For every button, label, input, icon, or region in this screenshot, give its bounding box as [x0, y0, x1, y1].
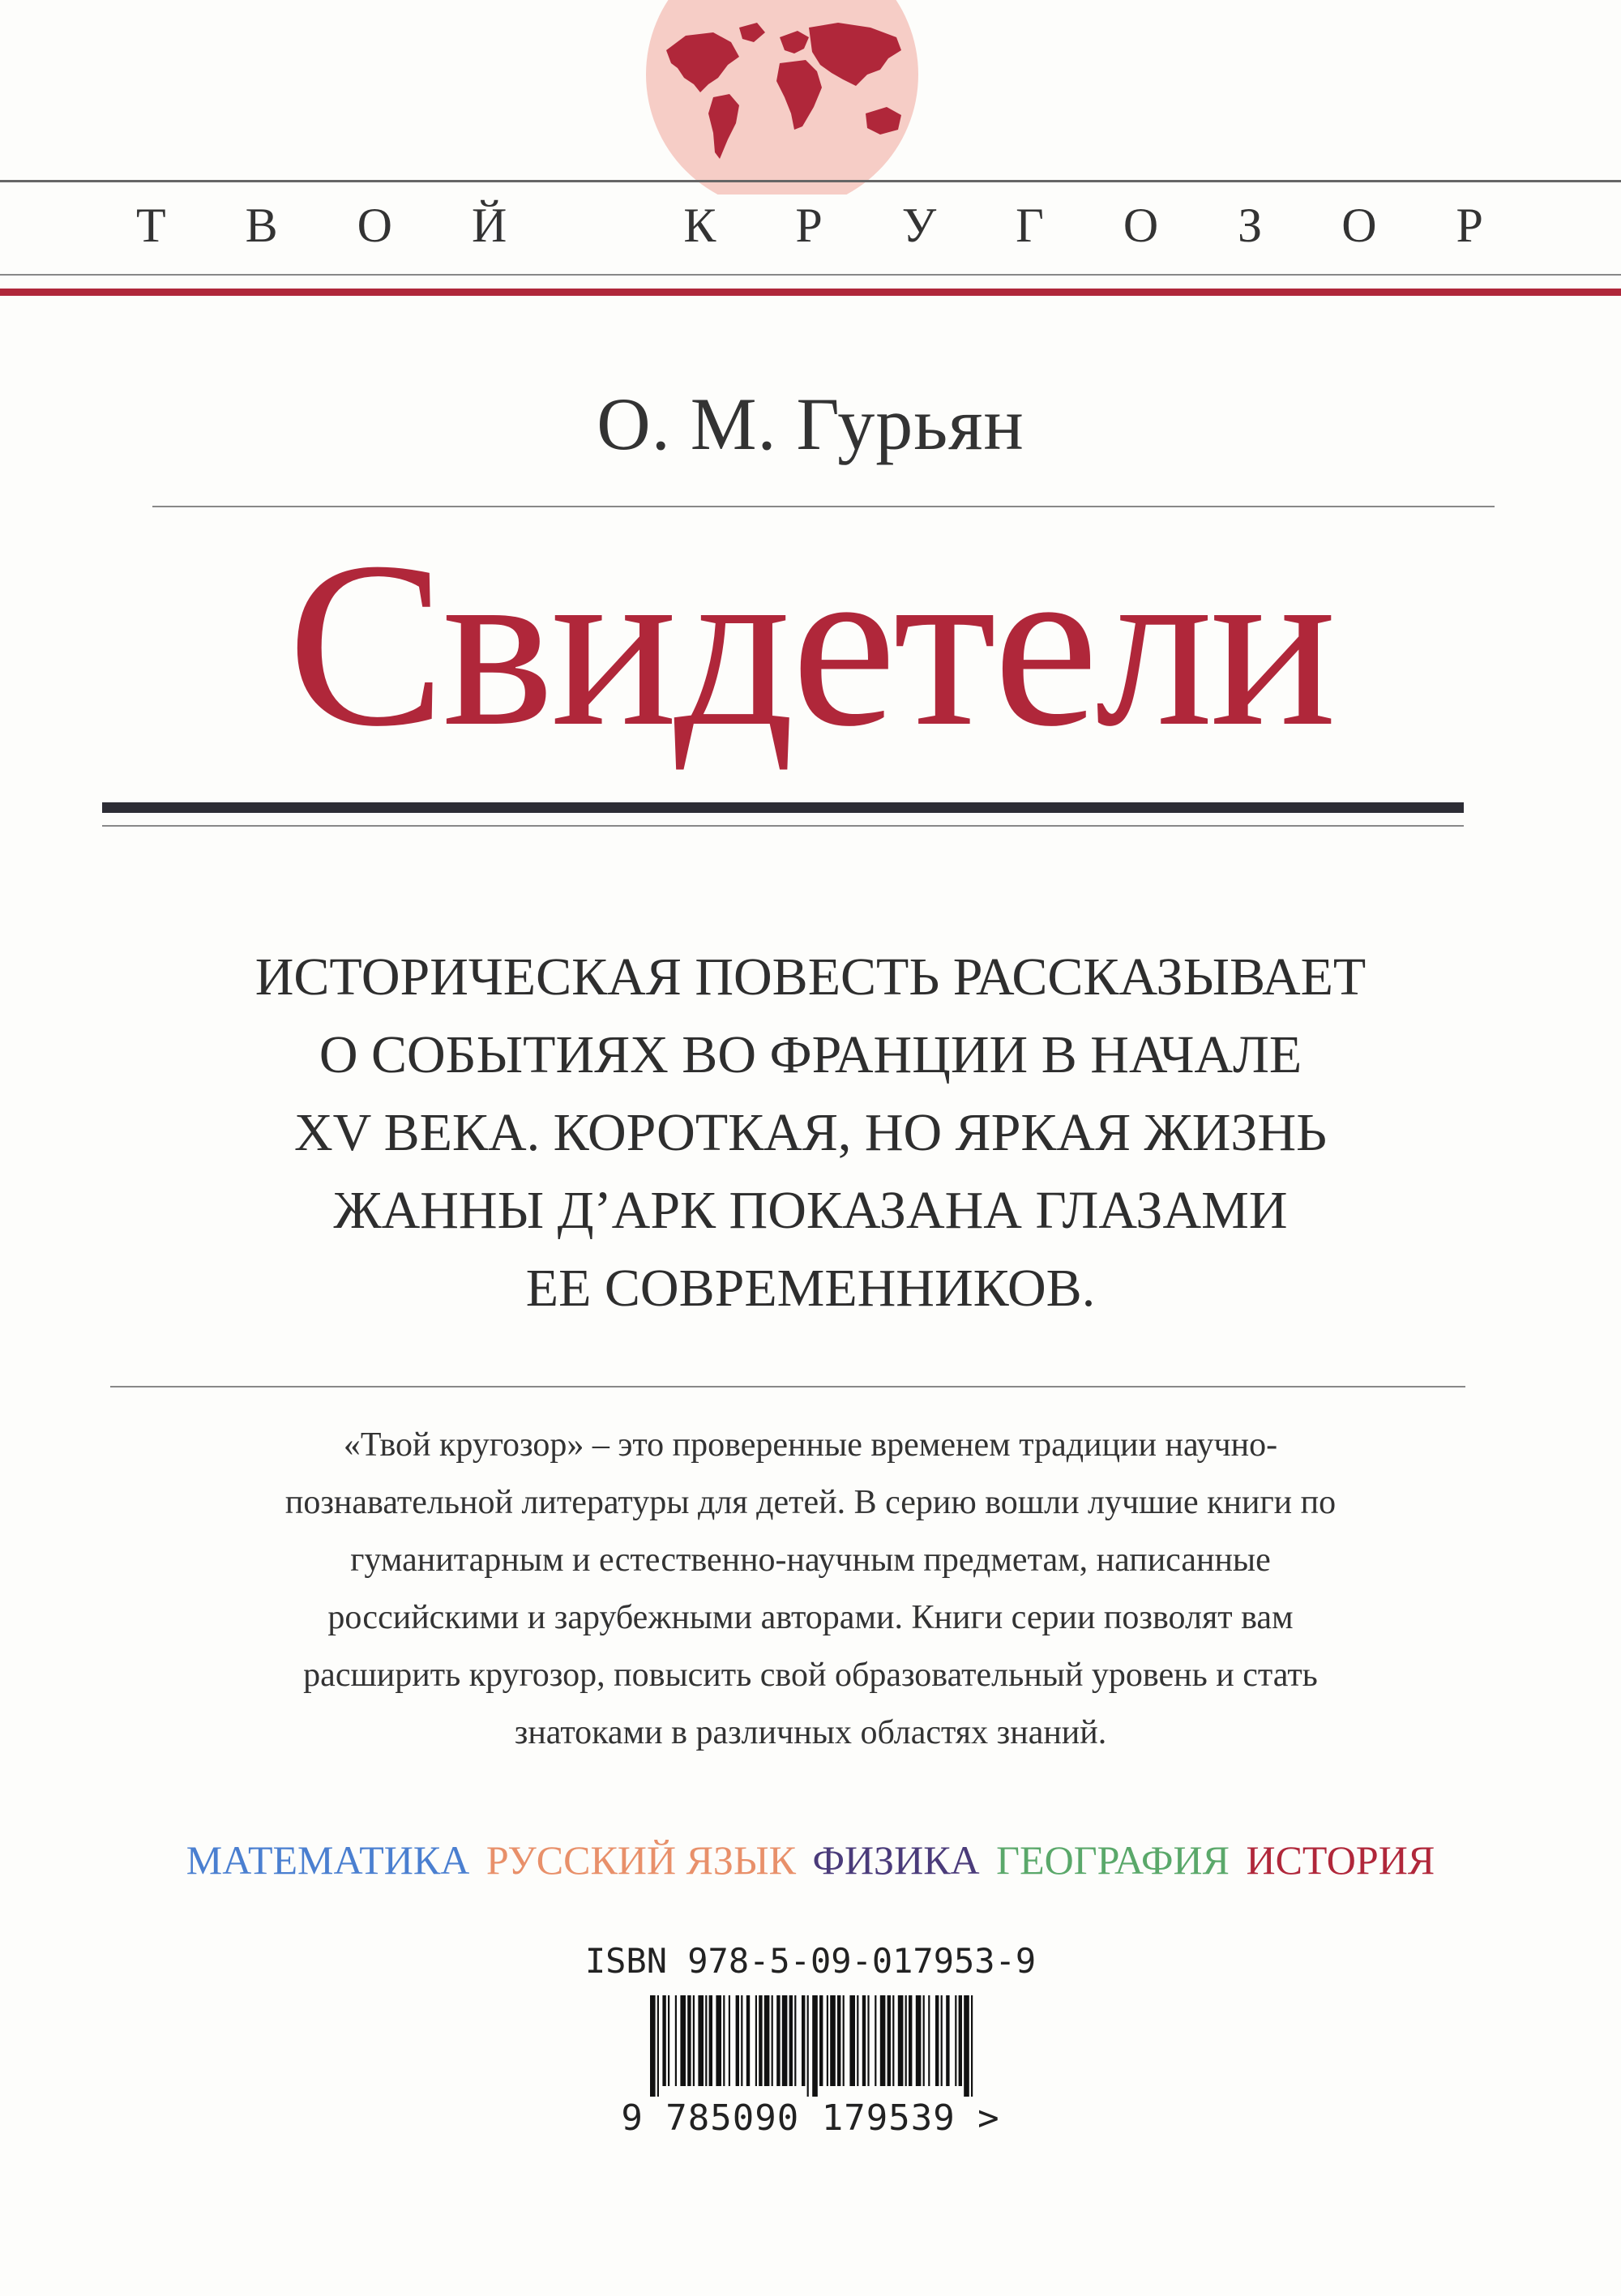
blurb-line: О СОБЫТИЯХ ВО ФРАНЦИИ В НАЧАЛЕ [319, 1025, 1302, 1084]
barcode-bar [867, 1995, 869, 2086]
book-title: Свидетели [287, 514, 1334, 776]
barcode-bar [807, 1995, 809, 2097]
barcode-bar [693, 1995, 695, 2086]
barcode-bar [736, 1995, 739, 2086]
barcode-icon [640, 1995, 981, 2097]
barcode-bar [657, 1995, 659, 2097]
blurb-divider [110, 1386, 1465, 1387]
barcode-bar [782, 1995, 788, 2086]
series-letter: О [1123, 198, 1161, 252]
barcode-bar [830, 1995, 836, 2086]
description-line: российскими и зарубежными авторами. Книги серии позволят вам [327, 1599, 1294, 1636]
barcode-bar [843, 1995, 845, 2086]
book-blurb [0, 938, 1621, 1328]
barcode-bar [794, 1995, 796, 2086]
author-name: О. М. Гурьян [597, 383, 1024, 465]
series-letter: Т [136, 198, 168, 252]
barcode-bar [662, 1995, 665, 2086]
barcode-bar [862, 1995, 866, 2086]
barcode-bar [802, 1995, 805, 2086]
series-letter: У [901, 198, 939, 252]
barcode-bar [837, 1995, 840, 2086]
series-bottom-rule-red [0, 289, 1621, 296]
barcode-bar [959, 1995, 962, 2086]
barcode-bar [905, 1995, 907, 2086]
blurb-line: ЖАННЫ Д’АРК ПОКАЗАНА ГЛАЗАМИ [333, 1181, 1288, 1240]
description-line: знатоками в различных областях знаний. [514, 1714, 1107, 1751]
barcode-bar [964, 1995, 969, 2097]
blurb-line: ЕЕ СОВРЕМЕННИКОВ. [525, 1259, 1096, 1318]
barcode-bar [746, 1995, 750, 2086]
barcode-bar [764, 1995, 770, 2086]
barcode-bar [698, 1995, 704, 2086]
barcode-bar [971, 1995, 973, 2097]
author-divider [152, 506, 1495, 507]
barcode-bar [857, 1995, 858, 2086]
barcode-bar [729, 1995, 730, 2086]
barcode-bar [935, 1995, 939, 2086]
subject-geography: ГЕОГРАФИЯ [996, 1837, 1230, 1883]
barcode-bar [755, 1995, 757, 2086]
barcode-bar [875, 1995, 876, 2086]
description-line: «Твой кругозор» – это проверенные временем традиции научно- [343, 1426, 1278, 1464]
description-line: расширить кругозор, повысить свой образовательный уровень и стать [303, 1657, 1318, 1694]
series-letter: Й [471, 198, 509, 252]
barcode-bar [909, 1995, 912, 2086]
series-letter: Г [1016, 198, 1046, 252]
barcode-bar [916, 1995, 922, 2086]
barcode-bar [946, 1995, 949, 2086]
series-letter: О [1341, 198, 1379, 252]
barcode-bar [772, 1995, 773, 2086]
barcode-bar [705, 1995, 707, 2086]
series-name [0, 193, 1621, 258]
blurb-line: XV ВЕКА. КОРОТКАЯ, НО ЯРКАЯ ЖИЗНЬ [293, 1103, 1328, 1162]
barcode-bar [898, 1995, 904, 2086]
series-letter: О [357, 198, 394, 252]
barcode-bar [827, 1995, 828, 2086]
series-letter: В [245, 198, 280, 252]
description-line: познавательной литературы для детей. В серию вошли лучшие книги по [284, 1484, 1337, 1521]
barcode-bar [723, 1995, 725, 2086]
barcode-bar [759, 1995, 762, 2086]
subject-history: ИСТОРИЯ [1246, 1837, 1435, 1883]
title-underline-thin [102, 825, 1464, 827]
series-bottom-rule-thin [0, 274, 1621, 276]
barcode-bar [887, 1995, 891, 2086]
barcode-bar [675, 1995, 677, 2086]
barcode-bar [716, 1995, 721, 2086]
title-underline-thick [102, 802, 1464, 813]
subject-math: МАТЕМАТИКА [186, 1837, 470, 1883]
barcode-bar [941, 1995, 943, 2086]
barcode-bar [687, 1995, 691, 2086]
barcode-bar [928, 1995, 930, 2086]
barcode-bar [680, 1995, 686, 2086]
series-letter: Р [1456, 198, 1485, 252]
description-line: гуманитарным и естественно-научным предметам, написанные [350, 1541, 1271, 1579]
series-letter: Р [795, 198, 824, 252]
series-description [0, 1417, 1621, 1762]
series-letter: К [683, 198, 718, 252]
barcode-bar [849, 1995, 855, 2086]
globe-logo-icon [644, 0, 921, 195]
isbn-text: ISBN 978-5-09-017953-9 [584, 1941, 1037, 1981]
barcode-digits: 9 785090 179539 > [621, 2097, 1000, 2139]
barcode-bar [789, 1995, 793, 2086]
subject-physics: ФИЗИКА [812, 1837, 980, 1883]
series-top-rule [0, 180, 1621, 182]
barcode-bar [955, 1995, 956, 2086]
subjects-list [0, 1836, 1621, 1883]
blurb-line: ИСТОРИЧЕСКАЯ ПОВЕСТЬ РАССКАЗЫВАЕТ [254, 947, 1367, 1007]
barcode-bar [709, 1995, 712, 2086]
series-letter: З [1238, 198, 1264, 252]
barcode-bar [776, 1995, 780, 2086]
barcode-bar [668, 1995, 669, 2086]
barcode-bar [819, 1995, 823, 2086]
barcode-bar [741, 1995, 742, 2086]
subject-russian: РУССКИЙ ЯЗЫК [485, 1837, 796, 1883]
barcode-bar [650, 1995, 656, 2097]
barcode-bar [892, 1995, 894, 2086]
barcode-bar [923, 1995, 925, 2086]
barcode-bar [812, 1995, 818, 2097]
barcode-bar [880, 1995, 886, 2086]
